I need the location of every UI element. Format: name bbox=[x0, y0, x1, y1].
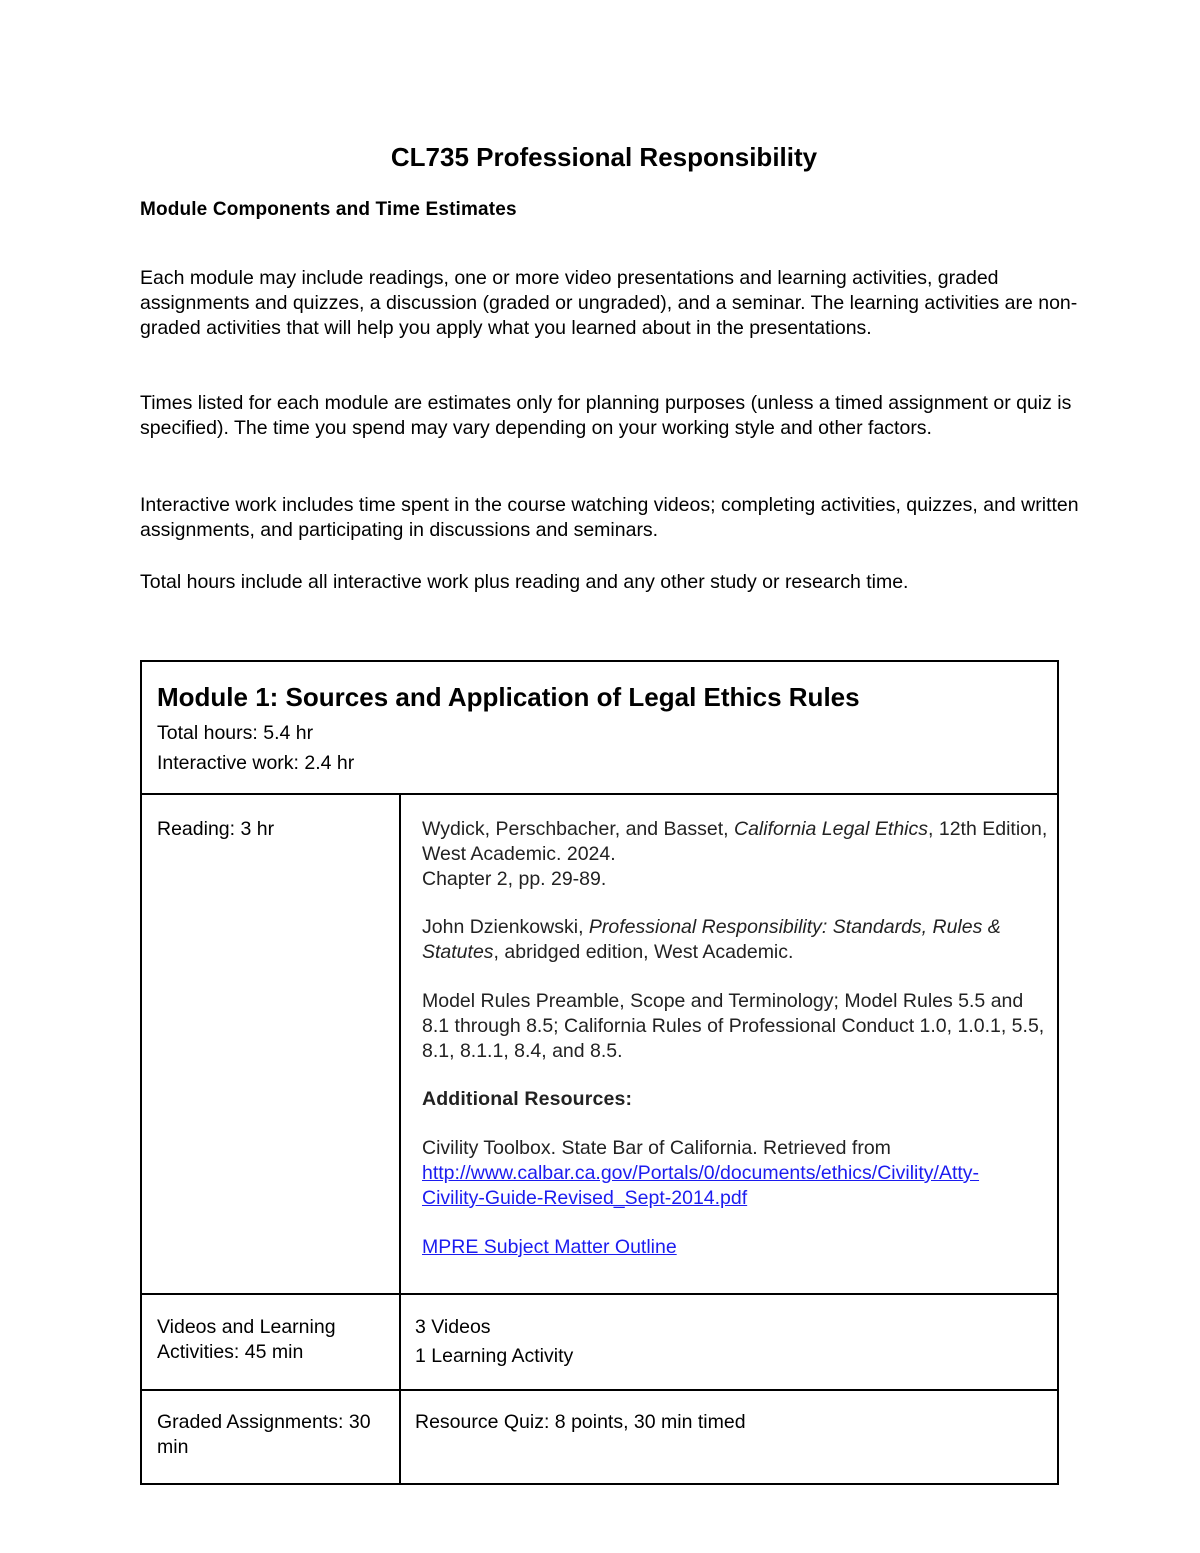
videos-label: Videos and Learning Activities: 45 min bbox=[157, 1316, 336, 1363]
ref1-tail: , 12th Edition, West Academic. 2024. bbox=[422, 818, 1048, 865]
total-hours: Total hours: 5.4 hr bbox=[157, 722, 314, 744]
learning-activity-count: 1 Learning Activity bbox=[415, 1345, 574, 1367]
module-title: Module 1: Sources and Application of Legal Ethics Rules bbox=[157, 682, 860, 712]
mpre-resource bbox=[422, 1235, 1052, 1260]
ref2-author: John Dzienkowski, bbox=[422, 916, 589, 939]
civility-resource bbox=[422, 1136, 1052, 1210]
videos-content bbox=[415, 1313, 1045, 1371]
page-title: CL735 Professional Responsibility bbox=[390, 142, 818, 172]
ref2-tail: , abridged edition, West Academic. bbox=[493, 941, 794, 964]
table-divider bbox=[142, 793, 1057, 795]
intro-paragraph-4: Total hours include all interactive work plus reading and any other study or research time. bbox=[140, 571, 909, 593]
intro-paragraph-2: Times listed for each module are estimates only for planning purposes (unless a timed assignment or quiz is specified). The time you spend may vary depending on your working style and other factors. bbox=[140, 392, 1072, 439]
column-divider bbox=[399, 793, 401, 1483]
additional-resources-label: Additional Resources: bbox=[422, 1088, 633, 1111]
mpre-outline-link[interactable]: MPRE Subject Matter Outline bbox=[422, 1235, 677, 1258]
ref2-book: Professional Responsibility: Standards, Rules & Statutes bbox=[422, 916, 1001, 964]
reading-label: Reading: 3 hr bbox=[157, 818, 275, 840]
civility-guide-link-continued[interactable]: Civility-Guide-Revised_Sept-2014.pdf bbox=[422, 1186, 748, 1209]
reference-model-rules: Model Rules Preamble, Scope and Terminology; Model Rules 5.5 and 8.1 through 8.5; California Rules of Professional Conduct 1.0, 1.0.1, 5.5, 8.1, 8.1.1, 8.4, and 8.5. bbox=[422, 989, 1045, 1062]
ref1-authors: Wydick, Perschbacher, and Basset, bbox=[422, 818, 734, 840]
reading-content bbox=[422, 817, 1052, 1283]
reference-dzienkowski bbox=[422, 915, 1052, 965]
ref1-book: California Legal Ethics bbox=[733, 818, 929, 840]
module-table bbox=[140, 660, 1059, 1485]
ref1-chapter: Chapter 2, pp. 29-89. bbox=[422, 867, 607, 890]
civility-text: Civility Toolbox. State Bar of California. Retrieved from bbox=[422, 1137, 891, 1160]
videos-count: 3 Videos bbox=[415, 1316, 491, 1338]
intro-paragraph-1: Each module may include readings, one or more video presentations and learning activities, graded assignments and quizzes, a discussion (graded or ungraded), and a seminar. The learning activities are non-graded activities that will help you apply what you learned about in the presentations. bbox=[140, 267, 1078, 339]
interactive-work: Interactive work: 2.4 hr bbox=[157, 752, 355, 774]
graded-content: Resource Quiz: 8 points, 30 min timed bbox=[415, 1411, 746, 1433]
reference-wydick bbox=[422, 817, 1052, 891]
civility-guide-link[interactable]: http://www.calbar.ca.gov/Portals/0/documents/ethics/Civility/Atty- bbox=[422, 1161, 980, 1184]
graded-label: Graded Assignments: 30 min bbox=[157, 1411, 371, 1458]
section-heading: Module Components and Time Estimates bbox=[140, 199, 517, 220]
intro-paragraph-3: Interactive work includes time spent in the course watching videos; completing activities, quizzes, and written assignments, and participating in discussions and seminars. bbox=[140, 494, 1079, 541]
table-divider bbox=[142, 1293, 1057, 1295]
table-divider bbox=[142, 1389, 1057, 1391]
